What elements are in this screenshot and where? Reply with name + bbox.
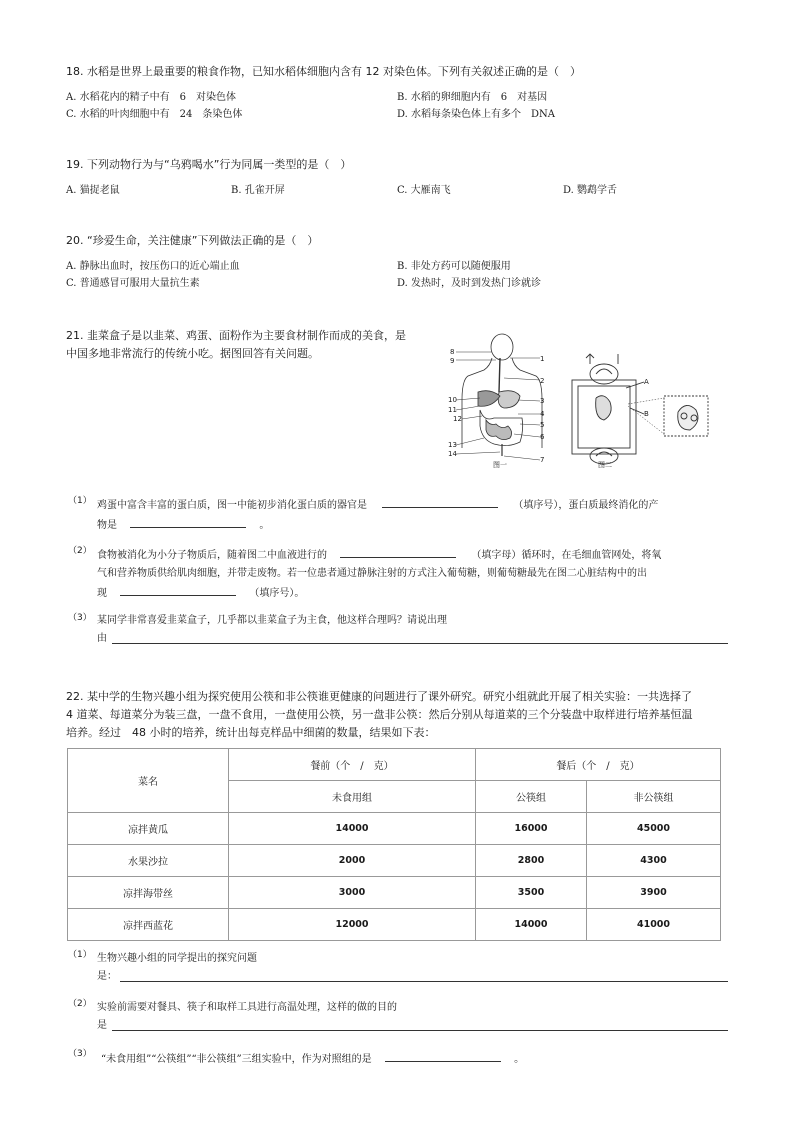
fig1-label-1: 1 (540, 355, 545, 363)
table-cell-nonpublic: 4300 (587, 845, 721, 877)
q21-sub2 (97, 545, 727, 603)
fig1-label-12: 12 (453, 415, 462, 423)
q21-sub1-number: （1） (68, 496, 92, 506)
table-cell-name: 凉拌西蓝花 (68, 909, 229, 941)
table-cell-nonpublic: 45000 (587, 813, 721, 845)
q21-sub1-blank-organ[interactable] (382, 495, 498, 508)
fig1-label-14: 14 (448, 450, 457, 458)
q22-sub2-answer-line[interactable] (112, 1030, 728, 1031)
q21-sub3-text-a: 某同学非常喜爱韭菜盒子，几乎都以韭菜盒子为主食，他这样合理吗？请说出理 (97, 615, 447, 626)
table-cell-name: 水果沙拉 (68, 845, 229, 877)
q19-option-a[interactable]: A. 猫捉老鼠 (66, 185, 120, 196)
table-cell-name: 凉拌黄瓜 (68, 813, 229, 845)
q18-option-c[interactable]: C. 水稻的叶肉细胞中有 24 条染色体 (66, 109, 243, 120)
q21-sub3-answer-line[interactable] (112, 643, 728, 644)
q21-sub2-text-e: （填序号）。 (249, 588, 305, 599)
q22-sub1-text-a: 生物兴趣小组的同学提出的探究问题 (97, 953, 257, 964)
table-cell-uneaten: 12000 (229, 909, 476, 941)
table-cell-nonpublic: 41000 (587, 909, 721, 941)
q22-sub2-text-b: 是 (97, 1020, 107, 1031)
table-cell-public: 14000 (476, 909, 587, 941)
q22-sub3-number: （3） (68, 1049, 92, 1059)
q18-option-d[interactable]: D. 水稻每条染色体上有多个 DNA (397, 109, 556, 120)
q21-sub1 (97, 495, 727, 535)
fig2-label-a: A (644, 378, 649, 386)
q19-stem: 19. 下列动物行为与“乌鸦喝水”行为同属一类型的是（ ） (66, 158, 352, 171)
q19-option-d[interactable]: D. 鹦鹉学舌 (563, 185, 618, 196)
q21-sub2-blank-heart[interactable] (120, 583, 236, 596)
q22-sub3-text-b: 。 (514, 1054, 525, 1065)
q22-stem-line3: 培养。经过 48 小时的培养，统计出每克样品中细菌的数量，结果如下表： (66, 726, 436, 739)
table-header-uneaten: 未食用组 (229, 781, 476, 813)
q21-sub1-text-a: 鸡蛋中富含丰富的蛋白质，图一中能初步消化蛋白质的器官是 (97, 500, 367, 511)
table-cell-uneaten: 3000 (229, 877, 476, 909)
table-header-after: 餐后（个 / 克） (476, 749, 721, 781)
q18-stem: 18. 水稻是世界上最重要的粮食作物，已知水稻体细胞内含有 12 对染色体。下列有关叙述正确的是（ ） (66, 65, 581, 78)
q22-sub2-text-a: 实验前需要对餐具、筷子和取样工具进行高温处理，这样的做的目的 (97, 1002, 397, 1013)
table-header-nonpublic: 非公筷组 (587, 781, 721, 813)
q22-sub2-number: （2） (68, 999, 92, 1009)
bacteria-count-table (67, 748, 721, 941)
table-header-before: 餐前（个 / 克） (229, 749, 476, 781)
fig1-label-3: 3 (540, 397, 545, 405)
q21-sub3-number: （3） (68, 613, 92, 623)
q22-sub1-number: （1） (68, 950, 92, 960)
q21-stem-line1: 21. 韭菜盒子是以韭菜、鸡蛋、面粉作为主要食材制作而成的美食，是 (66, 329, 406, 342)
q22-sub1-answer-line[interactable] (120, 981, 728, 982)
q22-stem-line1: 22. 某中学的生物兴趣小组为探究使用公筷和非公筷谁更健康的问题进行了课外研究。研究小组就此开展了相关实验：一共选择了 (66, 690, 692, 703)
q21-sub1-text-c: 物是 (97, 520, 117, 531)
q21-sub2-number: （2） (68, 546, 92, 556)
q21-sub1-blank-product[interactable] (130, 515, 246, 528)
fig1-label-10: 10 (448, 396, 457, 404)
table-row (68, 909, 721, 941)
q22-stem-line2: 4 道菜、每道菜分为装三盘，一盘不食用，一盘使用公筷，另一盘非公筷：然后分别从每道菜的三个分装盘中取样进行培养基恒温 (66, 708, 693, 721)
q22-sub3-blank-control[interactable] (385, 1049, 501, 1062)
table-header-dish: 菜名 (68, 749, 229, 813)
table-row (68, 813, 721, 845)
q21-sub2-text-a: 食物被消化为小分子物质后，随着图二中血液进行的 (97, 550, 327, 561)
fig1-label-13: 13 (448, 441, 457, 449)
table-cell-name: 凉拌海带丝 (68, 877, 229, 909)
figure-digestive-system (444, 330, 550, 470)
q21-sub2-blank-circulation[interactable] (340, 545, 456, 558)
q18-option-a[interactable]: A. 水稻花内的精子中有 6 对染色体 (66, 92, 236, 103)
q21-sub1-text-b: （填序号），蛋白质最终消化的产 (513, 500, 659, 511)
table-cell-public: 2800 (476, 845, 587, 877)
q21-sub2-text-c: 气和营养物质供给肌肉细胞，并带走废物。若一位患者通过静脉注射的方式注入葡萄糖，则葡萄糖最先在图二心脏结构中的出 (97, 568, 647, 579)
fig1-label-7: 7 (540, 456, 545, 464)
q20-stem: 20. “珍爱生命，关注健康”下列做法正确的是（ ） (66, 234, 319, 247)
fig1-label-8: 8 (450, 348, 455, 356)
figure-blood-circulation (566, 352, 712, 468)
fig2-label-b: B (644, 410, 649, 418)
q21-stem-line2: 中国多地非常流行的传统小吃。据图回答有关问题。 (66, 347, 319, 360)
fig1-label-6: 6 (540, 433, 545, 441)
fig1-label-2: 2 (540, 377, 545, 385)
table-header-row (68, 749, 721, 781)
table-cell-uneaten: 2000 (229, 845, 476, 877)
table-row (68, 877, 721, 909)
q22-sub3-text-a: “未食用组”“公筷组”“非公筷组”三组实验中，作为对照组的是 (101, 1054, 372, 1065)
q18-option-b[interactable]: B. 水稻的卵细胞内有 6 对基因 (397, 92, 548, 103)
q21-sub1-text-d: 。 (259, 520, 270, 531)
fig1-label-4: 4 (540, 410, 545, 418)
q20-option-c[interactable]: C. 普通感冒可服用大量抗生素 (66, 278, 200, 289)
table-cell-public: 16000 (476, 813, 587, 845)
table-header-public: 公筷组 (476, 781, 587, 813)
table-cell-uneaten: 14000 (229, 813, 476, 845)
q20-option-b[interactable]: B. 非处方药可以随便服用 (397, 261, 511, 272)
q20-option-d[interactable]: D. 发热时，及时到发热门诊就诊 (397, 278, 542, 289)
q21-sub2-text-b: （填字母）循环时，在毛细血管网处，将氧 (471, 550, 662, 561)
q22-sub1-text-b: 是： (97, 971, 117, 982)
table-cell-nonpublic: 3900 (587, 877, 721, 909)
q19-option-b[interactable]: B. 孔雀开屏 (231, 185, 285, 196)
table-cell-public: 3500 (476, 877, 587, 909)
fig1-label-11: 11 (448, 406, 457, 414)
fig1-label-9: 9 (450, 357, 455, 365)
fig2-caption: 图二 (598, 461, 612, 469)
q19-option-c[interactable]: C. 大雁南飞 (397, 185, 451, 196)
table-row (68, 845, 721, 877)
fig1-label-5: 5 (540, 421, 545, 429)
fig1-caption: 图一 (493, 461, 507, 469)
q20-option-a[interactable]: A. 静脉出血时，按压伤口的近心端止血 (66, 261, 240, 272)
q21-sub3-text-b: 由 (97, 633, 107, 644)
q21-sub2-text-d: 现 (97, 588, 107, 599)
q22-sub3 (101, 1049, 524, 1069)
